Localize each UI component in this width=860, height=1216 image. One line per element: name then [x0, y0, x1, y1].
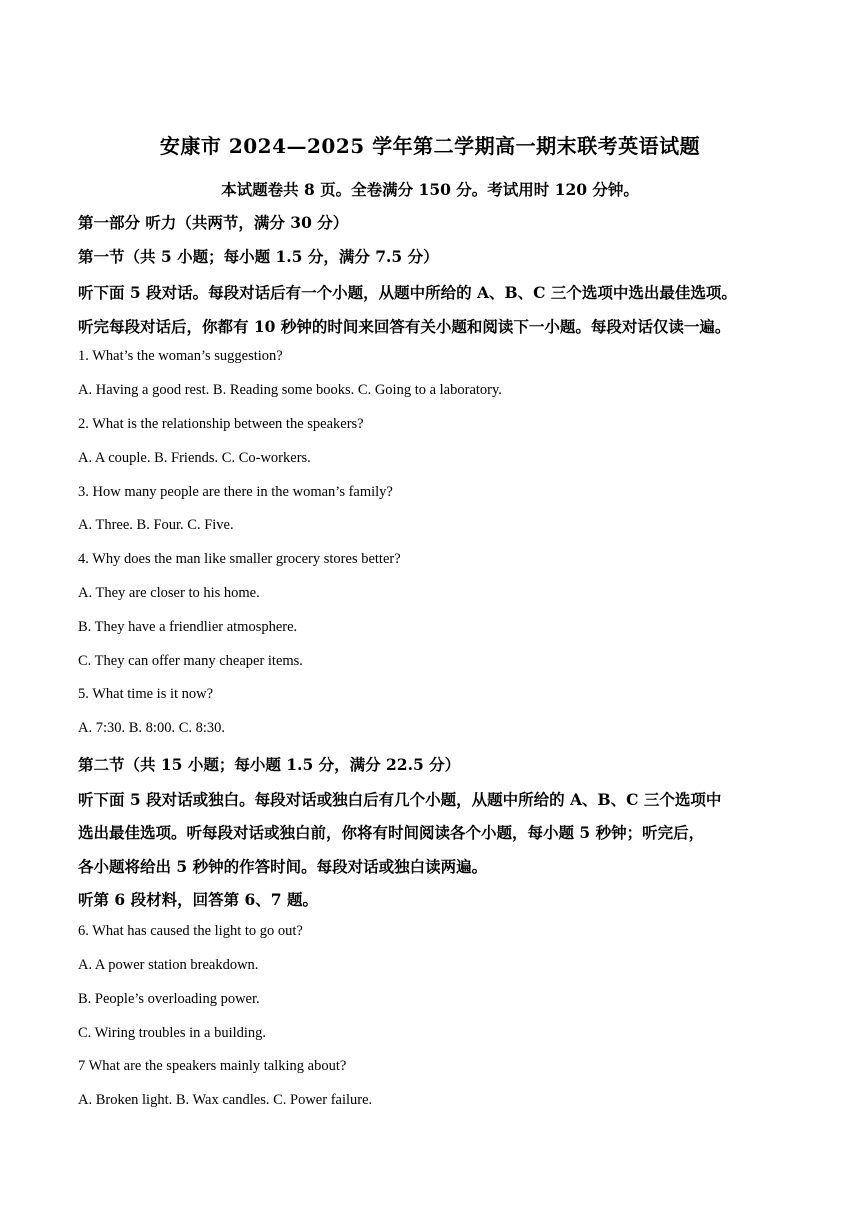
question-3-options: A. Three. B. Four. C. Five.: [78, 517, 234, 533]
question-6-option-b: B. People’s overloading power.: [78, 991, 260, 1007]
question-4: 4. Why does the man like smaller grocery stores better?: [78, 551, 401, 567]
question-4-option-a: A. They are closer to his home.: [78, 585, 260, 601]
section2-instruction: 听下面 5 段对话或独白。每段对话或独白后有几个小题，从题中所给的 A、B、C 三个选项中: [78, 790, 722, 809]
section1-heading: 第一节（共 5 小题；每小题 1.5 分，满分 7.5 分）: [78, 247, 439, 266]
section1-instruction: 听完每段对话后，你都有 10 秒钟的时间来回答有关小题和阅读下一小题。每段对话仅读一遍。: [78, 317, 731, 336]
section2-instruction: 各小题将给出 5 秒钟的作答时间。每段对话或独白读两遍。: [78, 857, 488, 876]
question-4-option-c: C. They can offer many cheaper items.: [78, 653, 303, 669]
part1-heading: 第一部分 听力（共两节，满分 30 分）: [78, 213, 349, 232]
question-2-options: A. A couple. B. Friends. C. Co-workers.: [78, 450, 311, 466]
material-6-heading: 听第 6 段材料，回答第 6、7 题。: [78, 890, 318, 909]
question-3: 3. How many people are there in the woman’s family?: [78, 484, 393, 500]
section2-instruction: 选出最佳选项。听每段对话或独白前，你将有时间阅读各个小题，每小题 5 秒钟；听完后，: [78, 823, 705, 842]
question-7-options: A. Broken light. B. Wax candles. C. Power failure.: [78, 1092, 373, 1108]
question-5-options: A. 7:30. B. 8:00. C. 8:30.: [78, 720, 226, 736]
section1-instruction: 听下面 5 段对话。每段对话后有一个小题，从题中所给的 A、B、C 三个选项中选出最佳选项。: [78, 283, 737, 302]
question-4-option-b: B. They have a friendlier atmosphere.: [78, 619, 298, 635]
exam-title: 安康市 2024—2025 学年第二学期高一期末联考英语试题: [159, 134, 701, 158]
question-7: 7 What are the speakers mainly talking about?: [78, 1058, 347, 1074]
question-2: 2. What is the relationship between the speakers?: [78, 416, 364, 432]
question-1-options: A. Having a good rest. B. Reading some books. C. Going to a laboratory.: [78, 382, 502, 398]
question-1: 1. What’s the woman’s suggestion?: [78, 348, 283, 364]
exam-subtitle: 本试题卷共 8 页。全卷满分 150 分。考试用时 120 分钟。: [221, 180, 639, 199]
question-6-option-a: A. A power station breakdown.: [78, 957, 259, 973]
question-5: 5. What time is it now?: [78, 686, 214, 702]
section2-heading: 第二节（共 15 小题；每小题 1.5 分，满分 22.5 分）: [78, 755, 461, 774]
question-6: 6. What has caused the light to go out?: [78, 923, 303, 939]
question-6-option-c: C. Wiring troubles in a building.: [78, 1025, 267, 1041]
